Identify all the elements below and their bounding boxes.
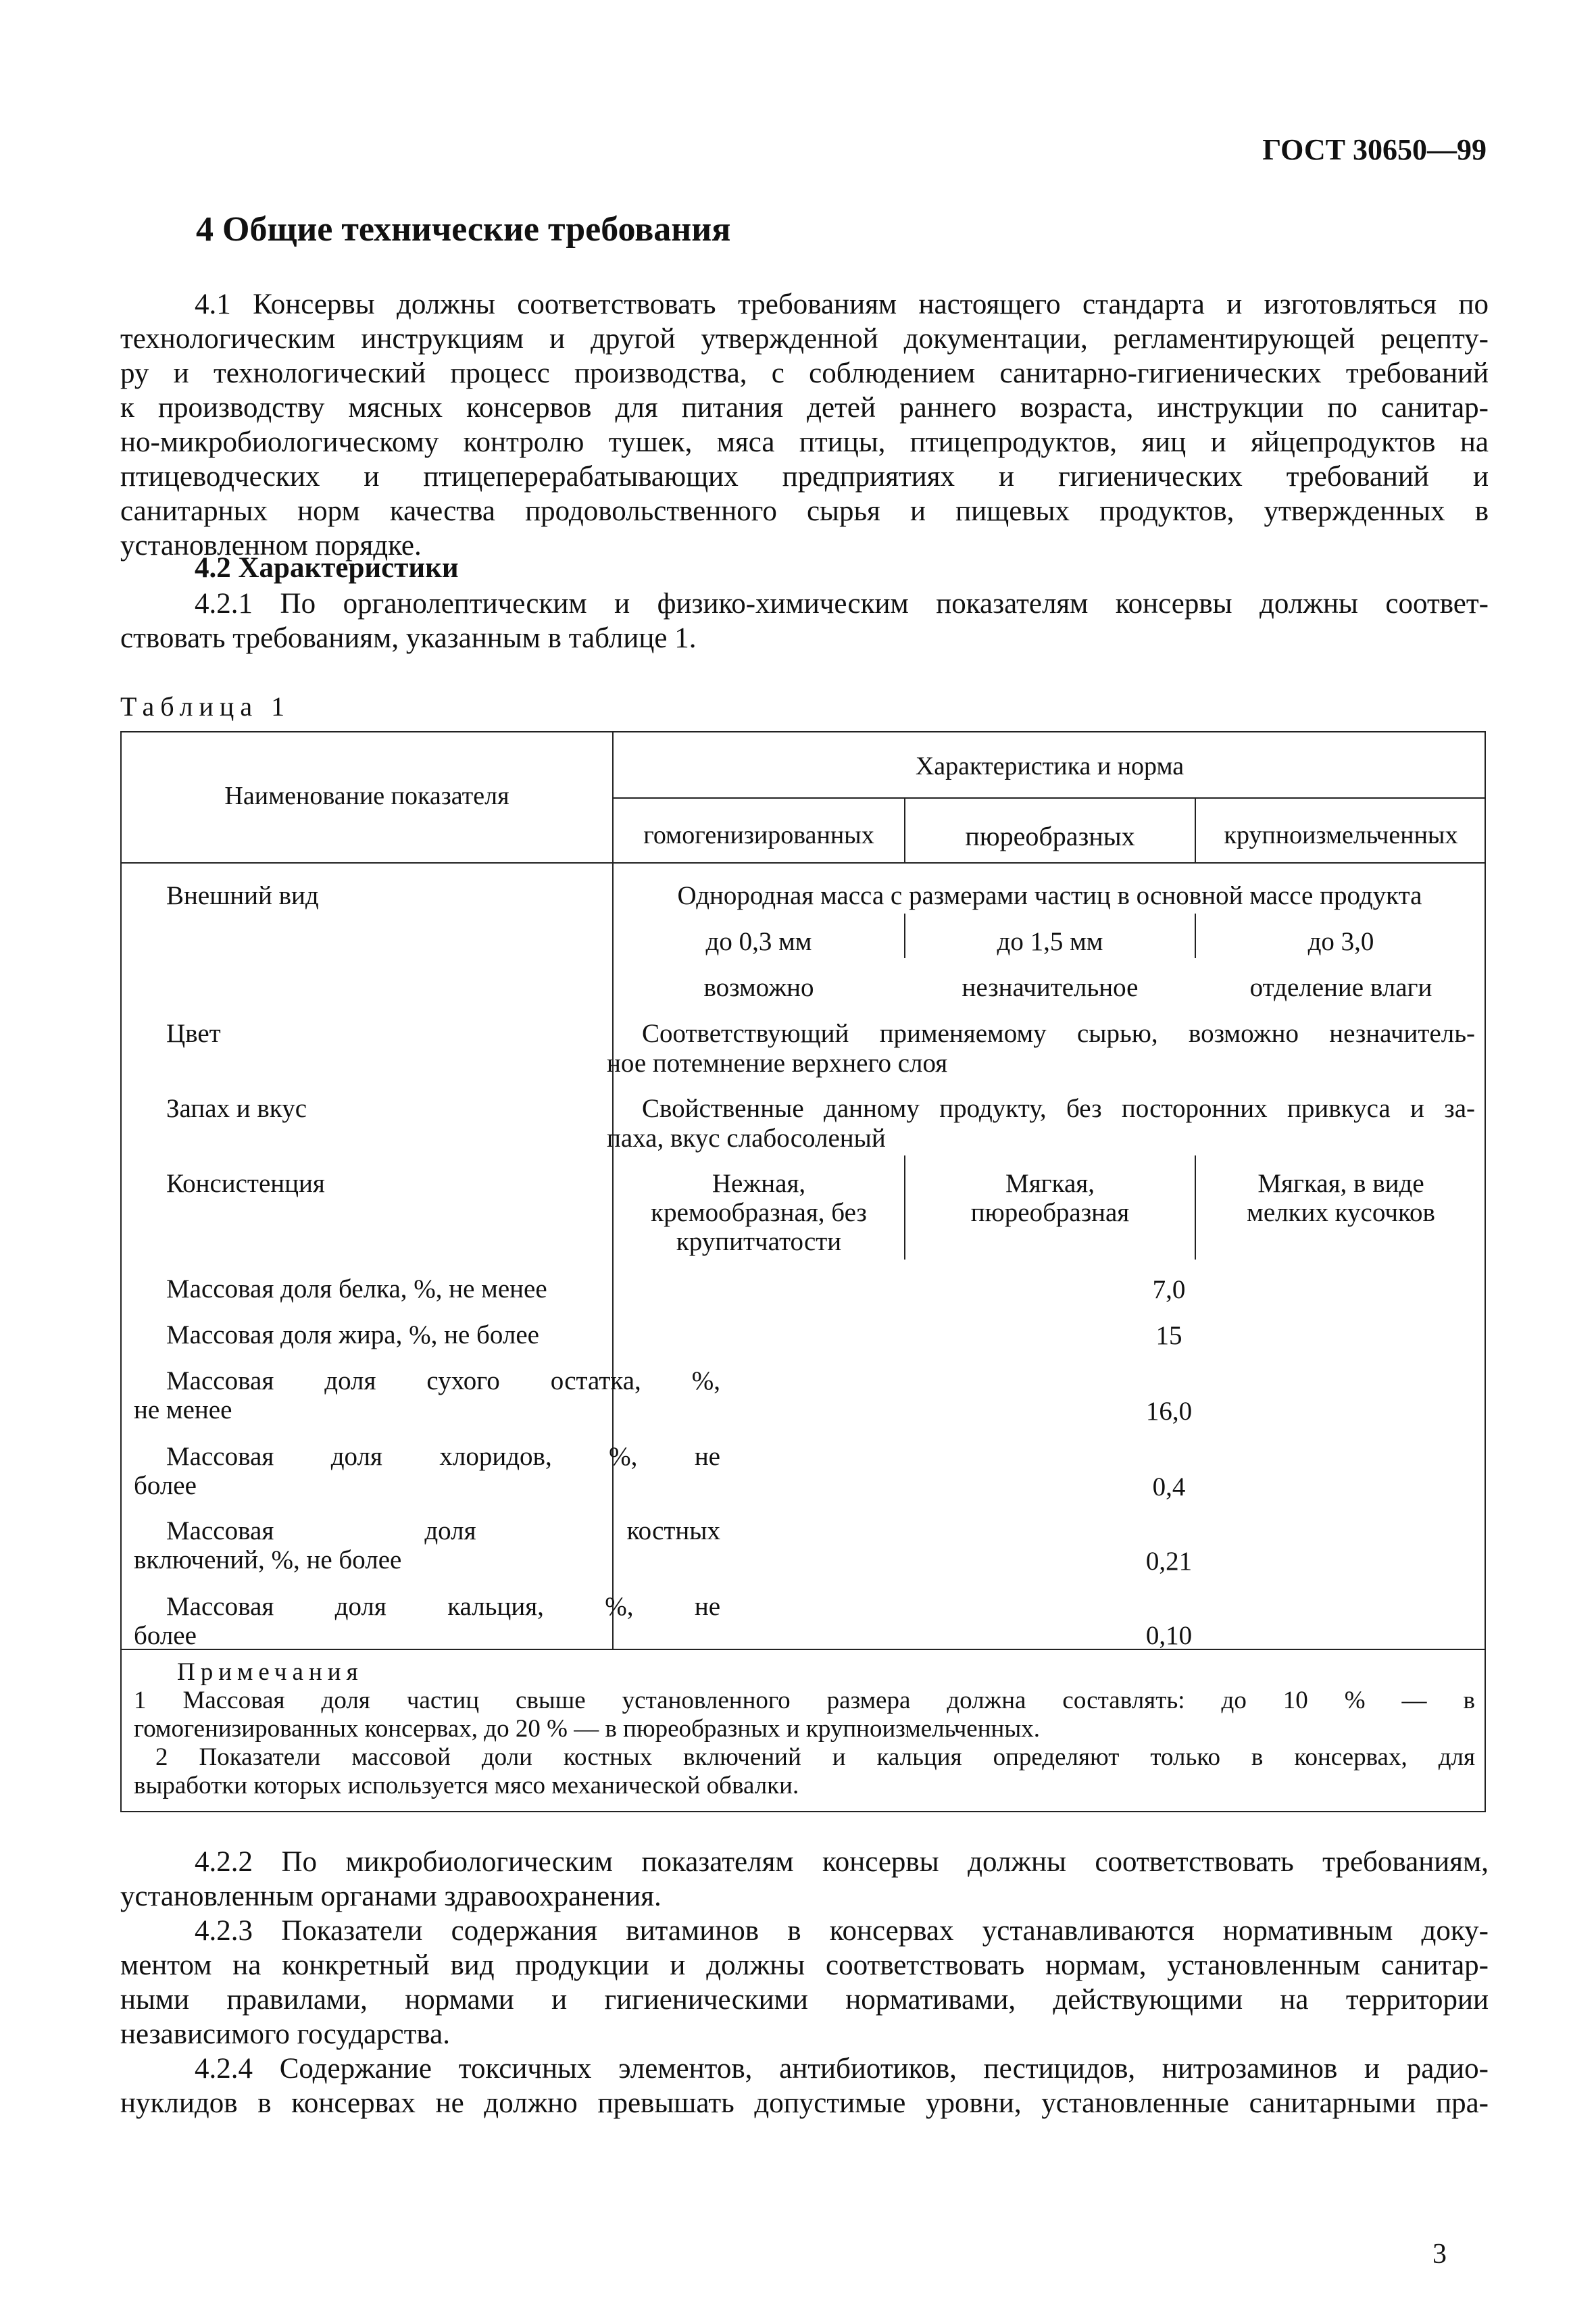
appearance-span: Однородная масса с размерами частиц в основной массе продукта [677, 881, 1422, 910]
text-line: более [134, 1471, 197, 1500]
text-line: технологическим инструкциям и другой утвержденной документации, регламентирующей рецепту- [120, 323, 1489, 355]
text-line: Свойственные данному продукту, без посторонних привкуса и за- [642, 1094, 1475, 1123]
paragraph-4-2-1 [120, 587, 1489, 655]
text-line: 4.2.4 Содержание токсичных элементов, антибиотиков, пестицидов, нитрозаминов и радио- [195, 2053, 1489, 2085]
text-line: Массовая доля сухого остатка, %, [166, 1366, 720, 1395]
paragraph-4-2-2 [120, 1845, 1489, 1914]
separation-1: возможно [703, 973, 814, 1002]
color-value [607, 1019, 1475, 1078]
subsection-title: 4.2 Характеристики [195, 552, 459, 584]
header-indicator-name: Наименование показателя [224, 782, 509, 810]
row-label-dry-residue [134, 1366, 720, 1424]
row-label-calcium [134, 1592, 720, 1650]
text-line: Соответствующий применяемому сырью, возможно незначитель- [642, 1019, 1475, 1048]
text-line: Мягкая, в виде [1257, 1169, 1424, 1198]
text-line: Мягкая, [1005, 1169, 1095, 1198]
consistency-coarse [1196, 1169, 1486, 1227]
text-line: Нежная, [712, 1169, 806, 1198]
row-label-consistency: Консистенция [166, 1169, 325, 1198]
text-line: нуклидов в консервах не должно превышать допустимые уровни, установленные санитарными пра- [120, 2087, 1489, 2119]
row-label-taste: Запах и вкус [166, 1094, 307, 1123]
text-line: но-микробиологическому контролю тушек, мяса птицы, птицепродуктов, яиц и яйцепродуктов на [120, 426, 1489, 458]
header-group: Характеристика и норма [915, 752, 1184, 780]
text-line: пюреобразная [970, 1198, 1130, 1227]
header-bottom-rule [122, 862, 1486, 864]
text-line: ру и технологический процесс производства, с соблюдением санитарно-гигиенических требований [120, 357, 1489, 389]
text-line: установленным органами здравоохранения. [120, 1881, 662, 1912]
size-homogenized: до 0,3 мм [705, 927, 812, 956]
value-dry-residue: 16,0 [1145, 1397, 1193, 1426]
text-line: птицеводческих и птицеперерабатывающих предприятиях и гигиенических требований и [120, 461, 1489, 493]
consistency-homogenized [614, 1169, 904, 1256]
text-line: более [134, 1621, 197, 1650]
taste-value [607, 1094, 1475, 1153]
text-line: кремообразная, без [651, 1198, 867, 1227]
document-code: ГОСТ 30650—99 [1262, 133, 1487, 166]
header-col-coarse: крупноизмельченных [1224, 821, 1458, 849]
text-line: паха, вкус слабосоленый [607, 1124, 886, 1153]
row-label-fat: Массовая доля жира, %, не более [166, 1320, 539, 1349]
table-1 [120, 731, 1486, 1812]
paragraph-4-2-4 [120, 2051, 1489, 2120]
paragraph-4-1 [120, 287, 1489, 563]
value-fat: 15 [1155, 1321, 1182, 1350]
row-label-appearance: Внешний вид [166, 881, 319, 910]
text-line: 4.2.1 По органолептическим и физико-химическим показателям консервы должны соответ- [195, 588, 1489, 620]
separation-2: незначительное [962, 973, 1139, 1002]
text-line: Массовая доля хлоридов, %, не [166, 1442, 720, 1471]
text-line: крупитчатости [676, 1227, 842, 1256]
size-puree: до 1,5 мм [997, 927, 1103, 956]
text-line: 4.2.3 Показатели содержания витаминов в консервах устанавливаются нормативным доку- [195, 1915, 1489, 1947]
paragraph-4-2-3 [120, 1914, 1489, 2051]
table-notes [134, 1658, 1475, 1800]
notes-title: Примечания [177, 1658, 364, 1686]
value-protein: 7,0 [1152, 1275, 1186, 1304]
header-col-homogenized: гомогенизированных [643, 821, 874, 849]
text-line: не менее [134, 1395, 232, 1424]
value-calcium: 0,10 [1145, 1621, 1193, 1650]
text-line: 4.1 Консервы должны соответствовать требованиям настоящего стандарта и изготовляться по [195, 289, 1489, 320]
note-line: гомогенизированных консервах, до 20 % — в пюреобразных и крупноизмельченных. [134, 1715, 1040, 1743]
note-line: 2 Показатели массовой доли костных включений и кальция определяют только в консервах, для [155, 1743, 1475, 1771]
text-line: ное потемнение верхнего слоя [607, 1049, 948, 1078]
text-line: мелких кусочков [1247, 1198, 1435, 1227]
text-line: ментом на конкретный вид продукции и должны соответствовать нормам, установленным санитар- [120, 1949, 1489, 1981]
row-label-bone [134, 1516, 720, 1574]
text-line: 4.2.2 По микробиологическим показателям консервы должны соответствовать требованиям, [195, 1846, 1489, 1878]
note-line: выработки которых используется мясо механической обвалки. [134, 1772, 799, 1799]
text-line: независимого государства. [120, 2018, 450, 2050]
size-coarse: до 3,0 [1307, 927, 1374, 956]
text-line: ными правилами, нормами и гигиеническими нормативами, действующими на территории [120, 1984, 1489, 2016]
text-line: к производству мясных консервов для питания детей раннего возраста, инструкции по санитар- [120, 392, 1489, 424]
page-number: 3 [1432, 2239, 1447, 2270]
table-caption: Таблица 1 [120, 691, 291, 722]
text-line: санитарных норм качества продовольственного сырья и пищевых продуктов, утвержденных в [120, 495, 1489, 527]
text-line: Массовая доля костных [166, 1516, 720, 1545]
value-chlorides: 0,4 [1152, 1472, 1186, 1501]
separation-3: отделение влаги [1249, 973, 1432, 1002]
consistency-puree [905, 1169, 1195, 1227]
value-bone: 0,21 [1145, 1547, 1193, 1576]
header-divider [612, 797, 1486, 799]
text-line: включений, %, не более [134, 1545, 402, 1574]
note-line: 1 Массовая доля частиц свыше установленного размера должна составлять: до 10 % — в [134, 1687, 1475, 1714]
row-label-color: Цвет [166, 1019, 221, 1048]
text-line: Массовая доля кальция, %, не [166, 1592, 720, 1621]
section-title: 4 Общие технические требования [196, 210, 731, 249]
row-label-protein: Массовая доля белка, %, не менее [166, 1274, 547, 1303]
header-col-puree: пюреобразных [965, 821, 1135, 851]
row-label-chlorides [134, 1442, 720, 1500]
text-line: установленном порядке. [120, 530, 422, 562]
text-line: ствовать требованиям, указанным в таблице 1. [120, 622, 697, 654]
